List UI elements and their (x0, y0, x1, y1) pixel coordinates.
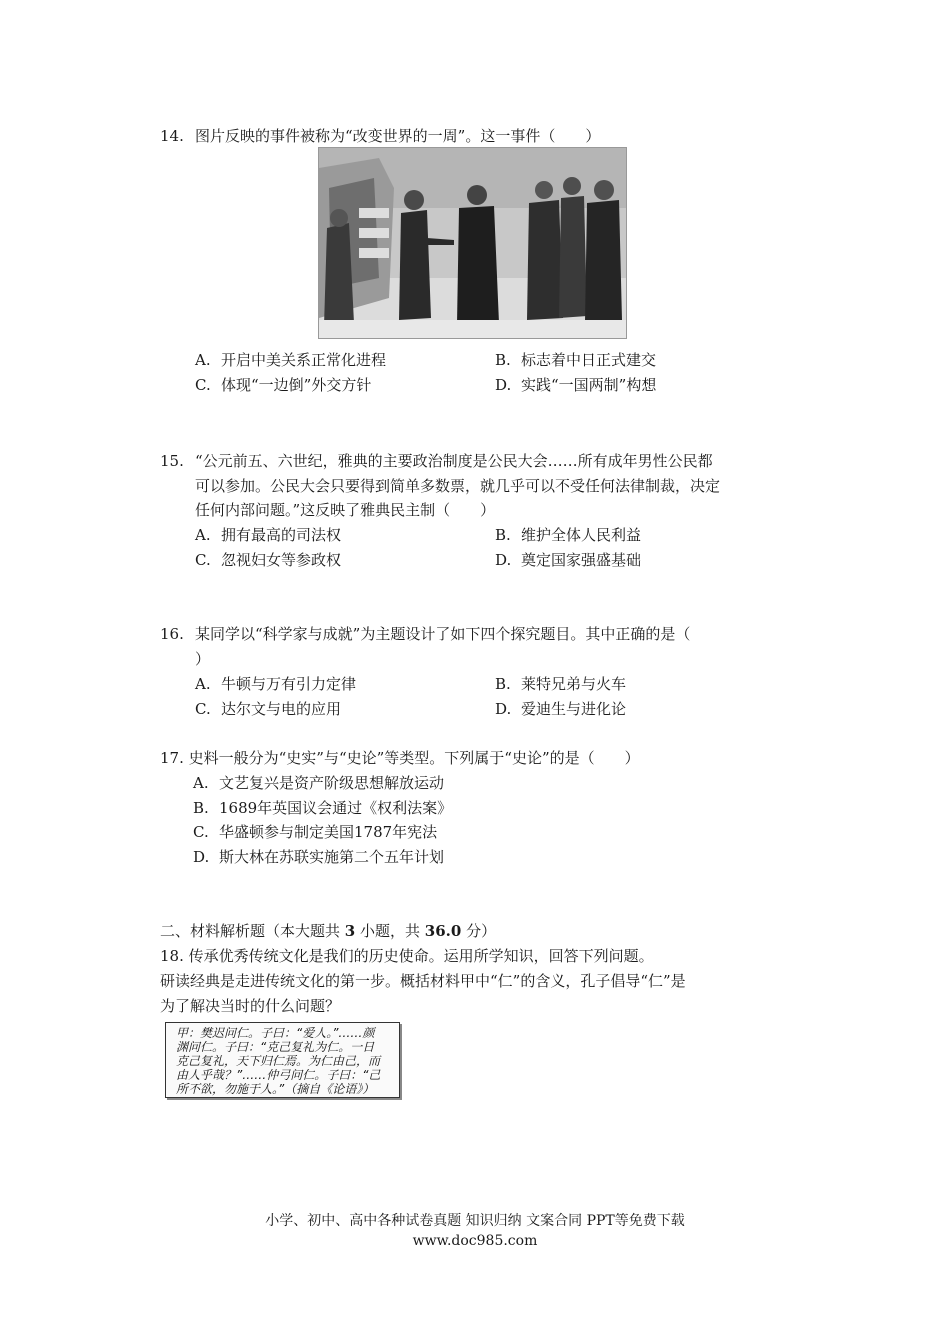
q15-option-c: C. 忽视妇女等参政权 (195, 551, 342, 569)
q15-number: 15. (160, 452, 184, 470)
material-line-5: 所不欲，勿施于人。”（摘自《论语》） (176, 1082, 375, 1096)
q17-option-d: D. 斯大林在苏联实施第二个五年计划 (193, 848, 445, 866)
q14-photo (318, 147, 627, 339)
q16-option-c: C. 达尔文与电的应用 (195, 700, 342, 718)
q16-stem-line-1: 某同学以“科学家与成就”为主题设计了如下四个探究题目。其中正确的是（ (195, 625, 691, 643)
q17-stem: 17. 史料一般分为“史实”与“史论”等类型。下列属于“史论”的是（ ） (160, 749, 640, 767)
section2-title: 二、材料解析题（本大题共 3 小题，共 36.0 分） (160, 922, 497, 940)
q14-stem: 图片反映的事件被称为“改变世界的一周”。这一事件（ ） (195, 127, 601, 145)
q15-stem-line-2: 可以参加。公民大会只要得到简单多数票，就几乎可以不受任何法律制裁，决定 (195, 477, 721, 495)
q16-option-d: D. 爱迪生与进化论 (495, 700, 627, 718)
material-line-3: 克己复礼，天下归仁焉。为仁由己，而 (176, 1054, 381, 1068)
q15-stem-line-1: “公元前五、六世纪，雅典的主要政治制度是公民大会……所有成年男性公民都 (195, 452, 713, 470)
handshake-photo-image (319, 148, 626, 338)
q17-option-a: A. 文艺复兴是资产阶级思想解放运动 (193, 774, 445, 792)
q14-option-c: C. 体现“一边倒”外交方针 (195, 376, 372, 394)
q14-option-a: A. 开启中美关系正常化进程 (195, 351, 387, 369)
material-line-2: 渊问仁。子曰：“克己复礼为仁。一日 (176, 1040, 375, 1054)
q17-option-c: C. 华盛顿参与制定美国1787年宪法 (193, 823, 438, 841)
q16-stem-line-2: ） (195, 650, 211, 668)
q18-sub-line-1: 研读经典是走进传统文化的第一步。概括材料甲中“仁”的含义，孔子倡导“仁”是 (160, 972, 686, 990)
q16-option-a: A. 牛顿与万有引力定律 (195, 675, 357, 693)
q18-material-box (165, 1022, 400, 1098)
q15-option-a: A. 拥有最高的司法权 (195, 526, 342, 544)
q18-sub-line-2: 为了解决当时的什么问题？ (160, 997, 341, 1015)
q14-number: 14. (160, 127, 184, 145)
footer-website-link[interactable]: www.doc985.com (412, 1233, 538, 1249)
material-line-1: 甲：樊迟问仁。子曰：“爱人。”……颜 (176, 1026, 375, 1040)
q18-stem: 18. 传承优秀传统文化是我们的历史使命。运用所学知识，回答下列问题。 (160, 947, 654, 965)
q17-option-b: B. 1689年英国议会通过《权利法案》 (193, 799, 453, 817)
q15-option-d: D. 奠定国家强盛基础 (495, 551, 642, 569)
q15-option-b: B. 维护全体人民利益 (495, 526, 642, 544)
material-line-4: 由人乎哉？”……仲弓问仁。子曰：“己 (176, 1068, 381, 1082)
q16-number: 16. (160, 625, 184, 643)
q14-option-d: D. 实践“一国两制”构想 (495, 376, 657, 394)
footer-line-1: 小学、初中、高中各种试卷真题 知识归纳 文案合同 PPT等免费下载 (265, 1213, 685, 1229)
q16-option-b: B. 莱特兄弟与火车 (495, 675, 627, 693)
q14-option-b: B. 标志着中日正式建交 (495, 351, 657, 369)
q15-stem-line-3: 任何内部问题。”这反映了雅典民主制（ ） (195, 501, 496, 519)
